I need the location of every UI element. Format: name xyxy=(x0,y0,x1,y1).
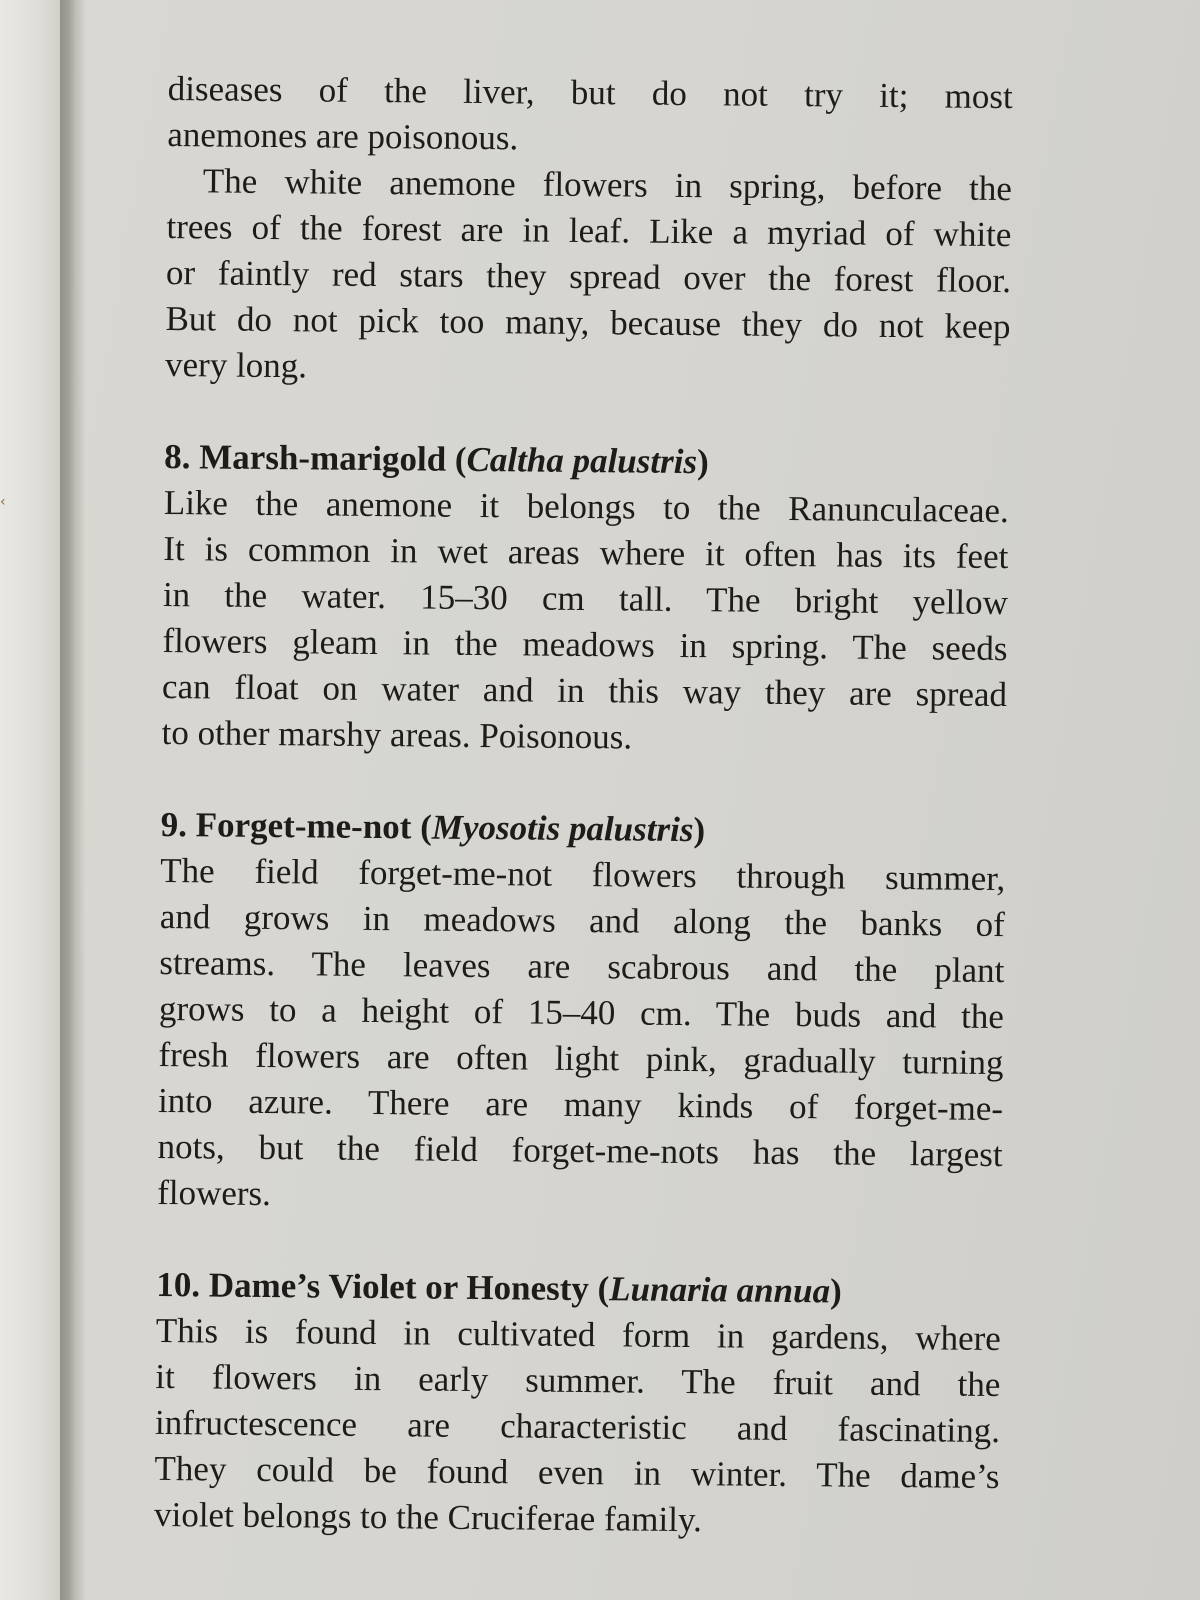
entry-common-name: Marsh-marigold xyxy=(199,437,447,479)
page-text xyxy=(154,66,1200,1548)
text-line: or faintly red stars they spread over the forest floor. xyxy=(165,252,1012,301)
text-line: trees of the forest are in leaf. Like a myriad of white xyxy=(166,206,1012,255)
text-line: They could be found even in winter. The dame’s xyxy=(154,1448,1000,1497)
text-line: The white anemone flowers in spring, before the xyxy=(202,161,1013,209)
entry-number: 10. xyxy=(156,1264,201,1305)
close-paren: ) xyxy=(693,810,706,850)
text-line: can float on water and in this way they are spread xyxy=(161,666,1008,715)
text-line: nots, but the field forget-me-nots has the largest xyxy=(157,1126,1003,1175)
text-line: and grows in meadows and along the banks of xyxy=(159,896,1005,945)
text-line: But do not pick too many, because they do not keep xyxy=(165,298,1011,347)
entry-common-name: Dame’s Violet or Honesty xyxy=(208,1265,590,1309)
entry-common-name: Forget-me-not xyxy=(195,805,412,847)
text-line: into azure. There are many kinds of forget-me- xyxy=(157,1080,1004,1129)
text-line: streams. The leaves are scabrous and the plant xyxy=(159,942,1005,991)
text-line: in the water. 15–30 cm tall. The bright yellow xyxy=(162,574,1009,623)
entry-latin-name: Caltha palustris xyxy=(466,439,698,482)
text-line: It is common in wet areas where it often has its feet xyxy=(163,528,1009,577)
text-line: fresh flowers are often light pink, gradually turning xyxy=(158,1034,1004,1083)
text-line: very long. xyxy=(164,344,308,386)
entry-number: 8. xyxy=(164,436,191,477)
open-paren: ( xyxy=(597,1269,610,1309)
text-line: violet belongs to the Cruciferae family. xyxy=(153,1494,703,1540)
text-line: Like the anemone it belongs to the Ranunculaceae. xyxy=(163,482,1009,531)
text-line: grows to a height of 15–40 cm. The buds and the xyxy=(158,988,1005,1037)
text-line: This is found in cultivated form in gardens, where xyxy=(155,1310,1002,1359)
margin-pencil-mark: ‹ xyxy=(0,494,6,510)
open-paren: ( xyxy=(454,439,467,479)
text-line: it flowers in early summer. The fruit and the xyxy=(155,1356,1001,1405)
text-line: diseases of the liver, but do not try it; most xyxy=(167,68,1013,117)
gutter-shadow xyxy=(60,0,86,1600)
text-line: infructescence are characteristic and fascinating. xyxy=(154,1402,1001,1451)
entry-latin-name: Myosotis palustris xyxy=(431,807,694,850)
text-line: to other marshy areas. Poisonous. xyxy=(161,712,633,757)
entry-latin-name: Lunaria annua xyxy=(609,1269,831,1311)
open-paren: ( xyxy=(420,807,433,847)
text-line: flowers. xyxy=(156,1172,272,1214)
close-paren: ) xyxy=(829,1271,842,1311)
text-line: The field forget-me-not flowers through summer, xyxy=(160,850,1006,899)
text-line: flowers gleam in the meadows in spring. The seeds xyxy=(162,620,1008,669)
text-line: anemones are poisonous. xyxy=(167,114,519,158)
entry-number: 9. xyxy=(160,804,188,845)
close-paren: ) xyxy=(696,442,709,482)
